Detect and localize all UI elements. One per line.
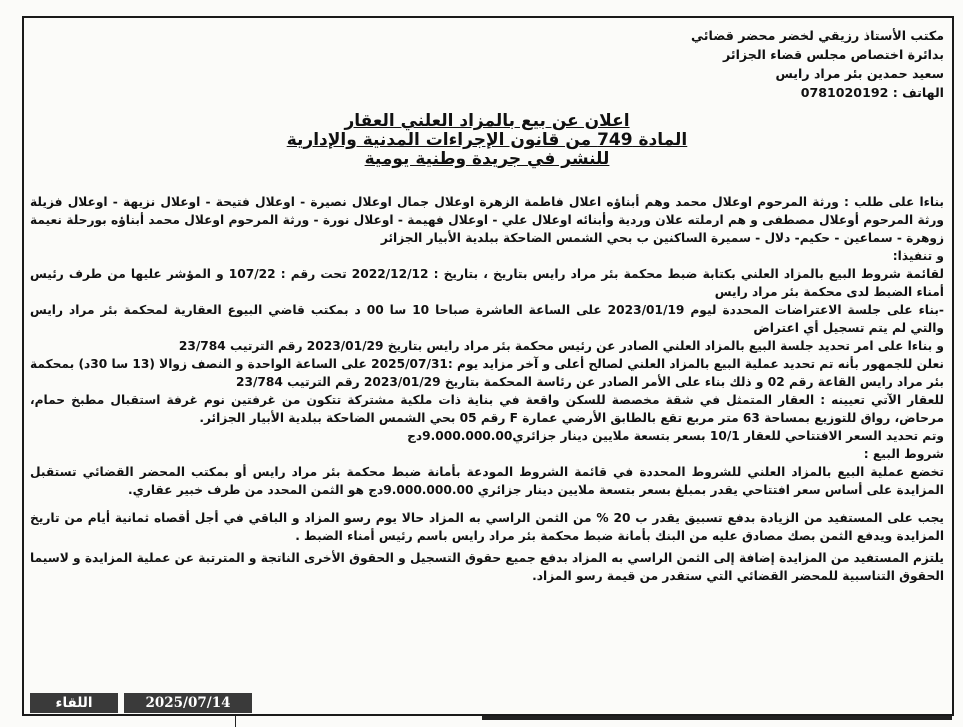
office-address: سعيد حمدين بئر مراد رايس	[775, 66, 944, 81]
office-phone: الهاتف : 0781020192	[800, 85, 944, 100]
conditions-title: شروط البيع :	[863, 447, 944, 461]
office-name: مكتب الأستاذ رزيقي لخضر محضر قضائي	[691, 28, 944, 43]
objections-session: -بناء على جلسة الاعتراضات المحددة ليوم 2023/01/19 على الساعة العاشرة صباحا 10 سا 00 د بمكتب قاضي البيوع العقارية لمحكمة بئر مراد رايس والتي لم يتم تسجيل أي اعتراض	[30, 303, 944, 335]
publication-footer	[30, 690, 230, 712]
sale-session-order: و بناءا على امر تحديد جلسة البيع بالمزاد العلني الصادر عن رئيس محكمة بئر مراد رايس بتاريخ 2023/01/29 رقم الترتيب 23/784	[178, 339, 944, 353]
notice-title: اعلان عن بيع بالمزاد العلني العقار	[344, 111, 630, 131]
divider	[235, 716, 236, 727]
auction-date-announcement: نعلن للجمهور بأنه تم تحديد عملية البيع بالمزاد العلني لصالح أعلى و آخر مزايد يوم :2025/07/31 على الساعة الواحدة و النصف زوالا (13 سا 30د) بمحكمة بئر مراد رايس القاعة رقم 02 و ذلك بناء على الأمر الصادر عن رئاسة المحكمة بتاريخ 2023/01/29 رقم الترتيب 23/784	[30, 357, 944, 389]
condition-terms: تخضع عملية البيع بالمزاد العلني للشروط المحددة في قائمة الشروط المودعة بأمانة ضبط محكمة بئر مراد رايس أو بمكتب المحضر القضائي تستقبل المزايدة على أساس سعر افتتاحي يقدر بمبلغ بسعر بتسعة ملايين دينار جزائري 9.000.000.00دج هو الثمن المحدد من طرف خبير عقاري.	[30, 465, 944, 497]
condition-payment: يجب على المستفيد من الزيادة بدفع تسبيق يقدر ب 20 % من الثمن الراسي به المزاد حالا يوم رسو المزاد و الباقي في أجل أقصاه ثمانية أيام من تاريخ المزايدة ويدفع الثمن بصك مصادق عليه من البنك بأمانة ضبط محكمة بئر مراد رايس باسم رئيس أمناء الضبط .	[30, 511, 944, 543]
auction-notice	[22, 16, 954, 716]
office-jurisdiction: بدائرة اختصاص مجلس قضاء الجزائر	[723, 47, 944, 62]
conditions-list-reference: لقائمة شروط البيع بالمزاد العلني بكتابة ضبط محكمة بئر مراد رايس بتاريخ ، بتاريخ : 2022/12/12 تحت رقم : 107/22 و المؤشر عليها من طرف رئيس أمناء الضبط لدى محكمة بئر مراد رايس	[30, 267, 944, 299]
property-description: للعقار الآتي تعيينه : العقار المتمثل في شقة مخصصة للسكن واقعة في بناية ذات ملكية مشتركة تتكون من غرفتين نوم غرفة استقبال مطبخ حمام، مرحاض، رواق للتوزيع بمساحة 63 متر مربع تقع بالطابق الأرضي عمارة F رقم 05 بحي الشمس الضاحكة ببلدية الأبيار الجزائر.	[30, 393, 944, 425]
notice-publication-note: للنشر في جريدة وطنية يومية	[364, 149, 610, 169]
divider	[482, 716, 952, 720]
opening-price: وتم تحديد السعر الافتتاحي للعقار 10/1 بسعر بتسعة ملايين دينار جزائري9.000.000.00دج	[407, 429, 944, 443]
publication-date: 2025/07/14	[124, 693, 252, 713]
execution-heading: و تنفيذا:	[892, 249, 944, 263]
notice-content	[30, 26, 944, 714]
requesting-parties: بناءا على طلب : ورثة المرحوم اوعلال محمد وهم أبناؤه اعلال فاطمة الزهرة اوعلال جمال اوعلال نصيرة - اوعلال فتيحة - اوعلال نزيهة - اوعلال فزيلة ورثة المرحوم أوعلال مصطفى و هم ارملته علان وردية وأبنائه اوعلال علي - اوعلال فهيمة - اوعلال نورة - ورثة المرحوم اوعلال محمد أبناؤه بورحلة نعيمة زوهرة - سماعين - حكيم- دلال - سميرة الساكنين ب بحي الشمس الضاحكة ببلدية الأبيار الجزائر	[30, 195, 944, 245]
condition-fees: يلتزم المستفيد من المزايدة إضافة إلى الثمن الراسي به المزاد بدفع جميع حقوق التسجيل و الحقوق الأخرى الناتجة و المترتبة عن عملية المزايدة و لاسيما الحقوق التناسبية للمحضر القضائي التي ستقدر من قيمة رسو المزاد.	[30, 551, 944, 583]
notice-article: المادة 749 من قانون الإجراءات المدنية والإدارية	[286, 130, 688, 150]
notice-titles	[30, 112, 944, 169]
publication-name: اللقاء	[30, 693, 118, 713]
